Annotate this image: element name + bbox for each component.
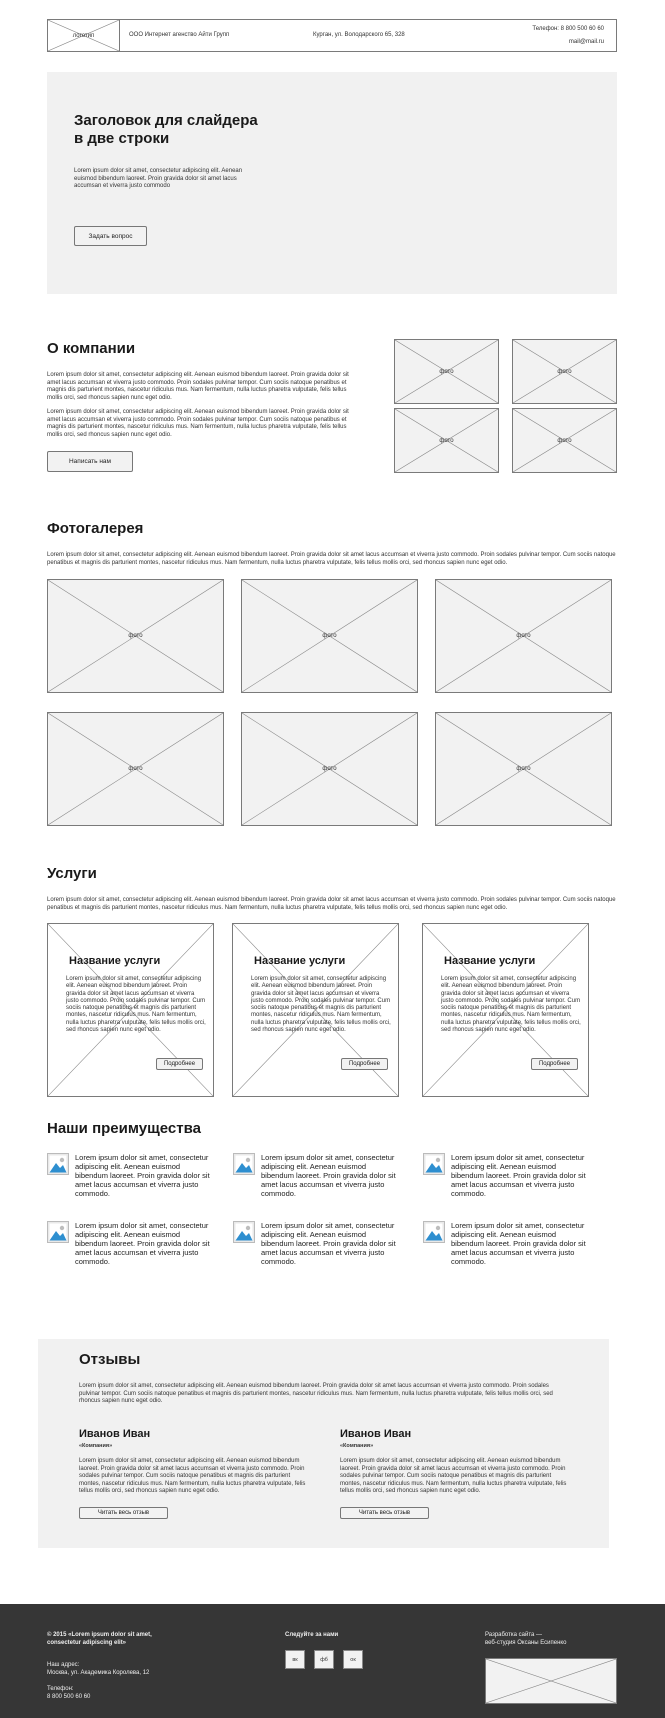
phone-label: Телефон:	[47, 1686, 74, 1692]
hero-slider	[47, 72, 617, 294]
advantage-text: Lorem ipsum dolor sit amet, consectetur adipiscing elit. Aenean euismod bibendum laoreet. Proin gravida dolor sit amet lacus accumsan et viverra justo commodo.	[261, 1153, 396, 1198]
photo-label: фото	[557, 368, 572, 375]
photo-label: фото	[128, 766, 143, 772]
company-name: ООО Интернет агенство Айти Групп	[129, 32, 230, 38]
read-review-button[interactable]: Читать весь отзыв	[340, 1507, 429, 1519]
image-icon	[233, 1221, 255, 1243]
gallery-photo[interactable]	[435, 712, 612, 826]
phone-value[interactable]: 8 800 500 60 60	[47, 1693, 91, 1700]
about-paragraph-2: Lorem ipsum dolor sit amet, consectetur adipiscing elit. Aenean euismod bibendum laoreet. Proin gravida dolor sit amet lacus accumsan et viverra justo commodo. Proin sodales pulvinar tempor. Cum sociis natoque penatibus et magnis dis parturient montes, nascetur ridiculus mus. Nam fermentum, nulla luctus pharetra vulputate, felis tellus mollis orci, sed rhoncus sapien nunc eget odio.	[47, 409, 349, 438]
address-label: Наш адрес:	[47, 1662, 80, 1668]
review-text: Lorem ipsum dolor sit amet, consectetur adipiscing elit. Aenean euismod bibendum laoreet. Proin gravida dolor sit amet lacus accumsan et viverra justo commodo. Proin sodales pulvinar tempor. Cum sociis natoque penatibus et magnis dis parturient montes, nascetur ridiculus mus. Nam fermentum, nulla luctus pharetra vulputate, felis tellus mollis orci, sed rhoncus sapien nunc eget odio.	[79, 1458, 306, 1494]
facebook-icon[interactable]: фб	[314, 1650, 334, 1669]
services-title: Услуги	[47, 865, 97, 882]
image-icon	[423, 1221, 445, 1243]
review-company: «Компания»	[79, 1443, 113, 1449]
read-review-button[interactable]: Читать весь отзыв	[79, 1507, 168, 1519]
gallery-photo[interactable]	[241, 579, 418, 693]
photo-label: фото	[516, 766, 531, 772]
service-card	[422, 923, 589, 1097]
review-text: Lorem ipsum dolor sit amet, consectetur adipiscing elit. Aenean euismod bibendum laoreet. Proin gravida dolor sit amet lacus accumsan et viverra justo commodo. Proin sodales pulvinar tempor. Cum sociis natoque penatibus et magnis dis parturient montes, nascetur ridiculus mus. Nam fermentum, nulla luctus pharetra vulputate, felis tellus mollis orci, sed rhoncus sapien nunc eget odio.	[340, 1458, 567, 1494]
dev-line2: веб-студия Оксаны Есипенко	[485, 1639, 567, 1646]
photo-label: фото	[128, 633, 143, 639]
footer-address	[47, 1662, 149, 1677]
slider-title	[74, 112, 374, 148]
header-address: Курган, ул. Володарского 65, 328	[313, 32, 405, 38]
photo-label: фото	[439, 368, 454, 375]
gallery-photo[interactable]	[435, 579, 612, 693]
service-card	[232, 923, 399, 1097]
image-icon	[233, 1153, 255, 1175]
write-us-button[interactable]: Написать нам	[47, 451, 133, 472]
about-photo	[394, 339, 499, 404]
more-button[interactable]: Подробнее	[341, 1058, 388, 1070]
service-card	[47, 923, 214, 1097]
header-email[interactable]: mail@mail.ru	[568, 39, 604, 45]
slider-text: Lorem ipsum dolor sit amet, consectetur adipiscing elit. Aenean euismod bibendum laoreet. Proin gravida dolor sit amet lacus accumsan et viverra justo commodo	[74, 168, 243, 189]
gallery-photo[interactable]	[47, 579, 224, 693]
advantage-text: Lorem ipsum dolor sit amet, consectetur adipiscing elit. Aenean euismod bibendum laoreet. Proin gravida dolor sit amet lacus accumsan et viverra justo commodo.	[75, 1221, 210, 1266]
address-value: Москва, ул. Академика Королева, 12	[47, 1669, 150, 1676]
about-paragraph-1: Lorem ipsum dolor sit amet, consectetur adipiscing elit. Aenean euismod bibendum laoreet. Proin gravida dolor sit amet lacus accumsan et viverra justo commodo. Proin sodales pulvinar tempor. Cum sociis natoque penatibus et magnis dis parturient montes, nascetur ridiculus mus. Nam fermentum, nulla luctus pharetra vulputate, felis tellus mollis orci, sed rhoncus sapien nunc eget odio.	[47, 372, 349, 401]
advantage-text: Lorem ipsum dolor sit amet, consectetur adipiscing elit. Aenean euismod bibendum laoreet. Proin gravida dolor sit amet lacus accumsan et viverra justo commodo.	[451, 1221, 586, 1266]
photo-label: фото	[516, 633, 531, 639]
service-card-text: Lorem ipsum dolor sit amet, consectetur adipiscing elit. Aenean euismod bibendum laoreet. Proin gravida dolor sit amet lacus accumsan et viverra justo commodo. Proin sodales pulvinar tempor. Cum sociis natoque penatibus et magnis dis parturient montes, nascetur ridiculus mus. Nam fermentum, nulla luctus pharetra vulputate, felis tellus mollis orci, sed rhoncus sapien nunc eget odio.	[66, 976, 206, 1034]
services-text: Lorem ipsum dolor sit amet, consectetur adipiscing elit. Aenean euismod bibendum laoreet. Proin gravida dolor sit amet lacus accumsan et viverra justo commodo. Proin sodales pulvinar tempor. Cum sociis natoque penatibus et magnis dis parturient montes, nascetur ridiculus mus. Nam fermentum, nulla luctus pharetra vulputate, felis tellus mollis orci, sed rhoncus sapien nunc eget odio.	[47, 897, 616, 911]
advantage-text: Lorem ipsum dolor sit amet, consectetur adipiscing elit. Aenean euismod bibendum laoreet. Proin gravida dolor sit amet lacus accumsan et viverra justo commodo.	[75, 1153, 210, 1198]
photo-label: фото	[439, 437, 454, 444]
slider-title-line1: Заголовок для слайдера	[74, 112, 258, 129]
header-phone[interactable]: Телефон: 8 800 500 60 60	[532, 26, 604, 32]
review-company: «Компания»	[340, 1443, 374, 1449]
odnoklassniki-icon[interactable]: ок	[343, 1650, 363, 1669]
copyright-line2: consectetur adipiscing elit»	[47, 1639, 127, 1646]
advantage-text: Lorem ipsum dolor sit amet, consectetur adipiscing elit. Aenean euismod bibendum laoreet. Proin gravida dolor sit amet lacus accumsan et viverra justo commodo.	[451, 1153, 586, 1198]
advantages-title: Наши преимущества	[47, 1120, 201, 1137]
image-icon	[423, 1153, 445, 1175]
footer-copyright	[47, 1632, 152, 1647]
site-footer	[0, 1604, 665, 1718]
image-icon	[47, 1153, 69, 1175]
review-name: Иванов Иван	[340, 1428, 412, 1440]
footer-phone	[47, 1686, 90, 1701]
reviews-text: Lorem ipsum dolor sit amet, consectetur adipiscing elit. Aenean euismod bibendum laoreet. Proin gravida dolor sit amet lacus accumsan et viverra justo commodo. Proin sodales pulvinar tempor. Cum sociis natoque penatibus et magnis dis parturient montes, nascetur ridiculus mus. Nam fermentum, nulla luctus pharetra vulputate, felis tellus mollis orci, sed rhoncus sapien nunc eget odio.	[79, 1383, 553, 1404]
about-title: О компании	[47, 340, 136, 357]
service-card-title: Название услуги	[69, 955, 161, 967]
review-name: Иванов Иван	[79, 1428, 151, 1440]
service-card-text: Lorem ipsum dolor sit amet, consectetur adipiscing elit. Aenean euismod bibendum laoreet. Proin gravida dolor sit amet lacus accumsan et viverra justo commodo. Proin sodales pulvinar tempor. Cum sociis natoque penatibus et magnis dis parturient montes, nascetur ridiculus mus. Nam fermentum, nulla luctus pharetra vulputate, felis tellus mollis orci, sed rhoncus sapien nunc eget odio.	[441, 976, 581, 1034]
logo-label: логотип	[72, 32, 95, 39]
service-card-title: Название услуги	[444, 955, 536, 967]
about-photo	[394, 408, 499, 473]
image-icon	[47, 1221, 69, 1243]
vk-icon[interactable]: вк	[285, 1650, 305, 1669]
gallery-photo[interactable]	[241, 712, 418, 826]
gallery-title: Фотогалерея	[47, 520, 144, 537]
about-photo	[512, 339, 617, 404]
gallery-text: Lorem ipsum dolor sit amet, consectetur adipiscing elit. Aenean euismod bibendum laoreet. Proin gravida dolor sit amet lacus accumsan et viverra justo commodo. Proin sodales pulvinar tempor. Cum sociis natoque penatibus et magnis dis parturient montes, nascetur ridiculus mus. Nam fermentum, nulla luctus pharetra vulputate, felis tellus mollis orci, sed rhoncus sapien nunc eget odio.	[47, 552, 616, 566]
developer-logo[interactable]	[485, 1658, 617, 1704]
site-header	[47, 19, 617, 52]
follow-us-label: Следуйте за нами	[285, 1632, 339, 1638]
gallery-photo[interactable]	[47, 712, 224, 826]
photo-label: фото	[322, 766, 337, 772]
reviews-title: Отзывы	[79, 1351, 141, 1368]
logo[interactable]	[48, 20, 120, 51]
photo-label: фото	[322, 633, 337, 639]
reviews-section	[38, 1339, 609, 1548]
ask-question-button[interactable]: Задать вопрос	[74, 226, 147, 246]
developer-credit[interactable]	[485, 1632, 566, 1647]
about-photo	[512, 408, 617, 473]
photo-label: фото	[557, 437, 572, 444]
advantage-text: Lorem ipsum dolor sit amet, consectetur adipiscing elit. Aenean euismod bibendum laoreet. Proin gravida dolor sit amet lacus accumsan et viverra justo commodo.	[261, 1221, 396, 1266]
slider-title-line2: в две строки	[74, 130, 170, 147]
more-button[interactable]: Подробнее	[156, 1058, 203, 1070]
service-card-text: Lorem ipsum dolor sit amet, consectetur adipiscing elit. Aenean euismod bibendum laoreet. Proin gravida dolor sit amet lacus accumsan et viverra justo commodo. Proin sodales pulvinar tempor. Cum sociis natoque penatibus et magnis dis parturient montes, nascetur ridiculus mus. Nam fermentum, nulla luctus pharetra vulputate, felis tellus mollis orci, sed rhoncus sapien nunc eget odio.	[251, 976, 391, 1034]
copyright-line1: © 2015 «Lorem ipsum dolor sit amet,	[47, 1632, 152, 1638]
dev-line1: Разработка сайта —	[485, 1632, 543, 1638]
service-card-title: Название услуги	[254, 955, 346, 967]
more-button[interactable]: Подробнее	[531, 1058, 578, 1070]
